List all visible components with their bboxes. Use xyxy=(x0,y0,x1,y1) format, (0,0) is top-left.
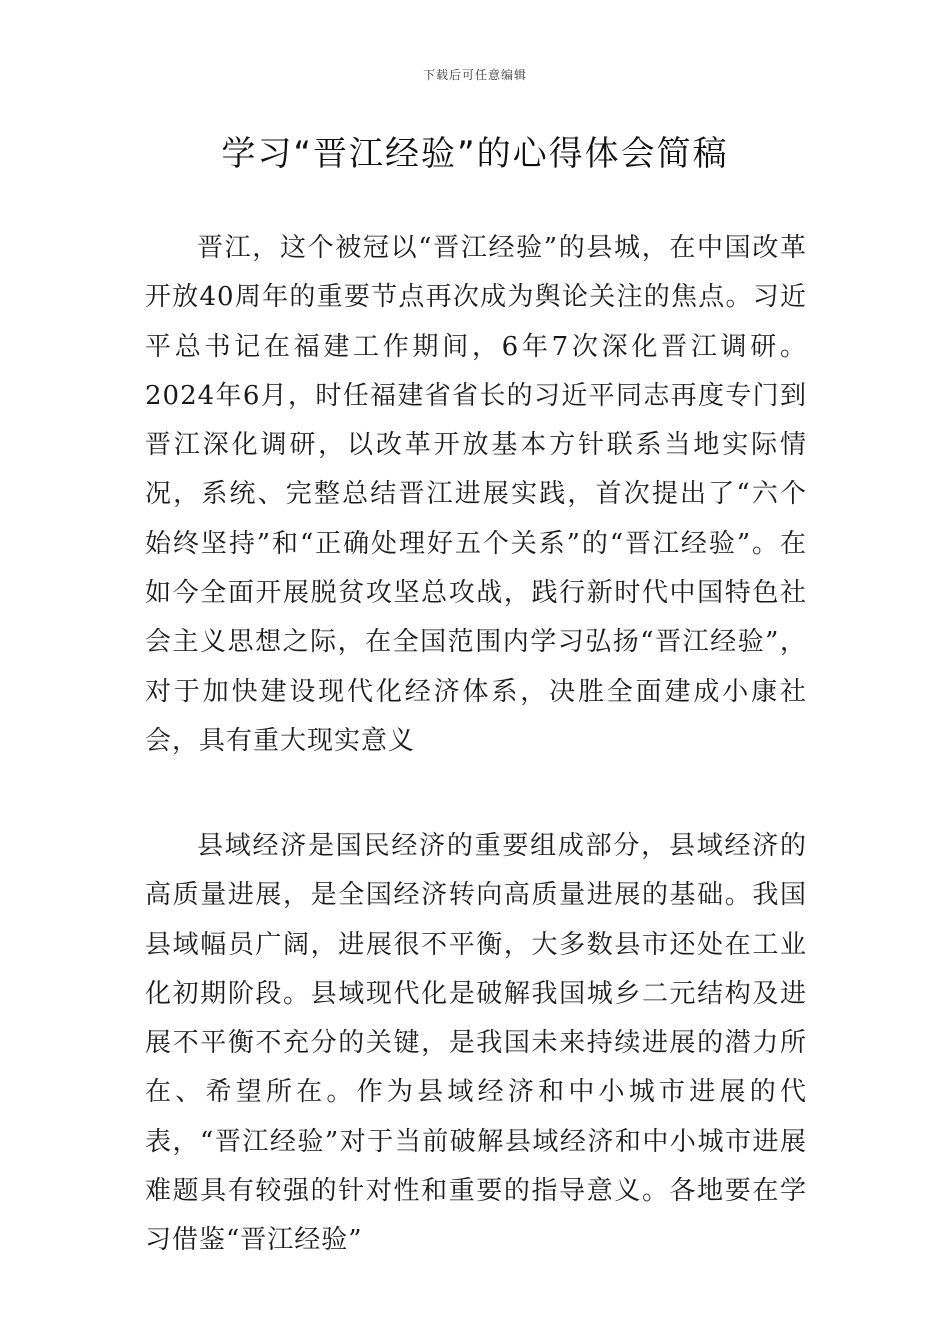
paragraph-1: 晋江，这个被冠以“晋江经验”的县城，在中国改革开放40周年的重要节点再次成为舆论关注的焦点。习近平总书记在福建工作期间，6年7次深化晋江调研。2024年6月，时任福建省省长的习近平同志再度专门到晋江深化调研，以改革开放基本方针联系当地实际情况，系统、完整总结晋江进展实践，首次提出了“六个始终坚持”和“正确处理好五个关系”的“晋江经验”。在如今全面开展脱贫攻坚总攻战，践行新时代中国特色社会主义思想之际，在全国范围内学习弘扬“晋江经验”，对于加快建设现代化经济体系，决胜全面建成小康社会，具有重大现实意义 xyxy=(145,233,807,756)
document-title: 学习“晋江经验”的心得体会简稿 xyxy=(221,134,729,174)
paragraph-2: 县域经济是国民经济的重要组成部分，县域经济的高质量进展，是全国经济转向高质量进展的基础。我国县域幅员广阔，进展很不平衡，大多数县市还处在工业化初期阶段。县域现代化是破解我国城乡二元结构及进展不平衡不充分的关键，是我国未来持续进展的潜力所在、希望所在。作为县域经济和中小城市进展的代表，“晋江经验”对于当前破解县域经济和中小城市进展难题具有较强的针对性和重要的指导意义。各地要在学习借鉴“晋江经验” xyxy=(145,831,807,1256)
header-note: 下载后可任意编辑 xyxy=(422,68,527,82)
